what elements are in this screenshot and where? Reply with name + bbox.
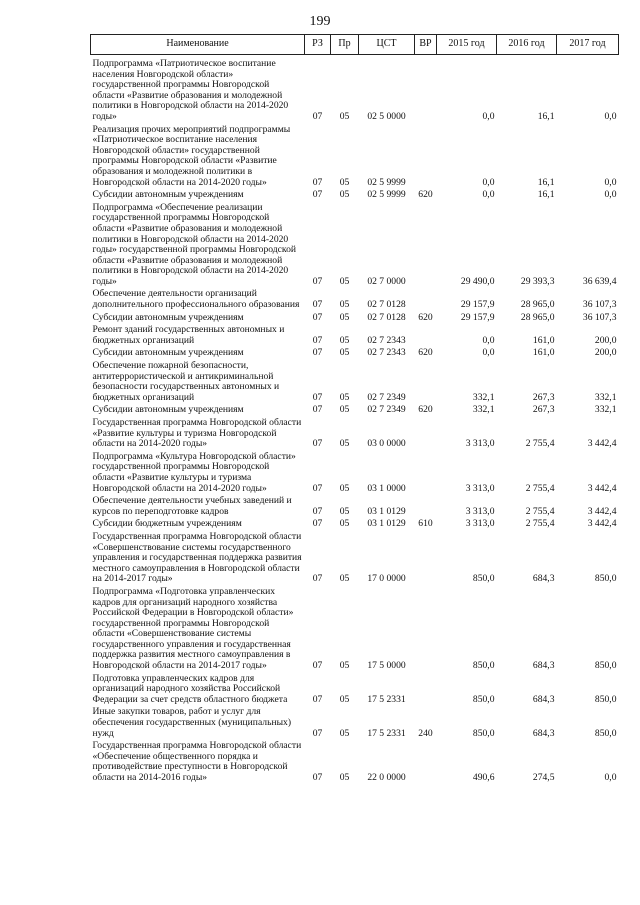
table-header-row (91, 35, 619, 55)
cell-name: Государственная программа Новгородской области «Обеспечение общественного порядка и противодействие преступности в Новгородской области на 2014-2016 годы» (92, 740, 302, 783)
cell-cst: 02 7 0128 (367, 311, 406, 323)
page-number: 199 (309, 14, 331, 29)
header-2015: 2015 год (437, 35, 497, 55)
cell-cst: 02 7 0000 (367, 275, 406, 287)
cell-cst: 02 7 2343 (367, 347, 406, 359)
cell-2017: 332,1 (594, 404, 617, 416)
table-row (91, 496, 619, 519)
table-body (91, 55, 619, 786)
cell-pr: 05 (339, 573, 350, 585)
cell-2015: 29 157,9 (460, 311, 495, 323)
cell-vr (415, 674, 437, 708)
cell-pr: 05 (339, 438, 350, 450)
cell-pr: 05 (339, 311, 350, 323)
cell-pr: 05 (339, 693, 350, 705)
cell-2017: 200,0 (594, 334, 617, 346)
cell-2017: 0,0 (604, 110, 617, 122)
header-cst: ЦСТ (359, 35, 415, 55)
table-row (91, 587, 619, 674)
table-row (91, 361, 619, 405)
cell-cst: 03 1 0129 (367, 505, 406, 517)
cell-pr: 05 (339, 275, 350, 287)
table-row (91, 125, 619, 191)
cell-2017: 36 639,4 (582, 275, 617, 287)
cell-pr: 05 (339, 347, 350, 359)
cell-2017: 850,0 (594, 727, 617, 739)
cell-vr (415, 532, 437, 587)
header-rz: РЗ (305, 35, 331, 55)
cell-vr (415, 418, 437, 452)
cell-name: Обеспечение деятельности организаций дополнительного профессионального образования (92, 288, 300, 311)
header-2017: 2017 год (557, 35, 619, 55)
cell-rz: 07 (312, 110, 323, 122)
cell-2017: 0,0 (604, 189, 617, 201)
budget-table (90, 34, 619, 786)
cell-rz: 07 (312, 518, 323, 530)
header-2016: 2016 год (497, 35, 557, 55)
cell-2015: 490,6 (472, 772, 495, 783)
cell-2015: 3 313,0 (465, 505, 495, 517)
cell-cst: 02 5 9999 (367, 176, 406, 188)
cell-pr: 05 (339, 505, 350, 517)
cell-2015: 0,0 (482, 189, 495, 201)
cell-pr: 05 (339, 189, 350, 201)
table-row (91, 452, 619, 496)
cell-rz: 07 (312, 404, 323, 416)
cell-vr: 620 (418, 311, 433, 323)
cell-cst: 02 7 2343 (367, 334, 406, 346)
cell-2016: 16,1 (537, 189, 555, 201)
cell-pr: 05 (339, 334, 350, 346)
cell-vr: 610 (418, 518, 433, 530)
cell-name: Подготовка управленческих кадров для организаций народного хозяйства Российской Федерации за счет средств областного бюджета (92, 672, 288, 705)
cell-2016: 684,3 (532, 660, 555, 672)
cell-2016: 2 755,4 (525, 505, 555, 517)
header-pr: Пр (331, 35, 359, 55)
cell-name: Субсидии бюджетным учреждениям (92, 518, 242, 530)
cell-cst: 02 7 0128 (367, 299, 406, 311)
cell-vr (415, 289, 437, 312)
cell-rz: 07 (312, 176, 323, 188)
cell-2015: 29 157,9 (460, 299, 495, 311)
cell-vr: 240 (418, 727, 433, 739)
cell-2016: 161,0 (532, 334, 555, 346)
cell-pr: 05 (339, 518, 350, 530)
cell-rz: 07 (312, 275, 323, 287)
cell-name: Субсидии автономным учреждениям (92, 189, 244, 201)
cell-2015: 0,0 (482, 347, 495, 359)
cell-rz: 07 (312, 573, 323, 585)
cell-rz: 07 (312, 391, 323, 403)
cell-rz: 07 (312, 772, 323, 783)
cell-2017: 332,1 (594, 391, 617, 403)
cell-2016: 684,3 (532, 573, 555, 585)
cell-cst: 22 0 0000 (367, 772, 406, 783)
cell-2015: 0,0 (482, 110, 495, 122)
cell-pr: 05 (339, 176, 350, 188)
cell-2017: 850,0 (594, 573, 617, 585)
header-name: Наименование (91, 35, 305, 55)
cell-2015: 332,1 (472, 404, 495, 416)
cell-cst: 17 5 2331 (367, 727, 406, 739)
cell-2016: 2 755,4 (525, 482, 555, 494)
cell-cst: 02 7 2349 (367, 404, 406, 416)
cell-pr: 05 (339, 110, 350, 122)
cell-cst: 03 1 0000 (367, 482, 406, 494)
cell-2017: 850,0 (594, 660, 617, 672)
cell-rz: 07 (312, 727, 323, 739)
table-row (91, 203, 619, 290)
cell-2015: 850,0 (472, 660, 495, 672)
cell-2015: 850,0 (472, 573, 495, 585)
cell-2016: 16,1 (537, 110, 555, 122)
cell-name: Государственная программа Новгородской области «Развитие культуры и туризма Новгородской области на 2014-2020 годы» (92, 417, 302, 450)
table-row (91, 707, 619, 741)
cell-pr: 05 (339, 772, 350, 783)
cell-vr (415, 125, 437, 191)
cell-2016: 2 755,4 (525, 438, 555, 450)
cell-vr (415, 361, 437, 405)
cell-2015: 0,0 (482, 334, 495, 346)
cell-name: Подпрограмма «Подготовка управленческих кадров для организаций народного хозяйства Российской Федерации в Новгородской области» государственной программы Новгородской области «Совершенствование системы государственного управления и государственная поддержка развития местного самоуправления в Новгородской области на 2014-2017 годы» (92, 585, 294, 672)
cell-pr: 05 (339, 660, 350, 672)
cell-vr (415, 496, 437, 519)
cell-cst: 17 0 0000 (367, 573, 406, 585)
table-row (91, 190, 619, 203)
cell-rz: 07 (312, 693, 323, 705)
cell-cst: 02 5 0000 (367, 110, 406, 122)
cell-2017: 3 442,4 (587, 482, 617, 494)
cell-name: Подпрограмма «Обеспечение реализации государственной программы Новгородской области «Развитие образования и молодежной политики в Новгородской области на 2014-2020 годы» государственной программы Новгородской области «Развитие образования и молодежной политики в Новгородской области на 2014-2020 годы» (92, 201, 297, 287)
cell-rz: 07 (312, 482, 323, 494)
cell-name: Подпрограмма «Культура Новгородской области» государственной программы Новгородской области «Развитие культуры и туризма Новгородской области на 2014-2020 годы» (92, 450, 296, 494)
header-vr: ВР (415, 35, 437, 55)
cell-vr: 620 (418, 347, 433, 359)
cell-cst: 17 5 0000 (367, 660, 406, 672)
cell-vr (415, 587, 437, 674)
cell-rz: 07 (312, 299, 323, 311)
table-row (91, 289, 619, 312)
cell-2016: 684,3 (532, 727, 555, 739)
cell-cst: 03 0 0000 (367, 438, 406, 450)
cell-rz: 07 (312, 334, 323, 346)
cell-vr (415, 741, 437, 785)
cell-name: Реализация прочих мероприятий подпрограммы «Патриотическое воспитание населения Новгородской области» государственной программы Новгородской области «Развитие образования и молодежной политики в Новгородской области на 2014-2020 годы» (92, 123, 291, 188)
cell-2015: 0,0 (482, 176, 495, 188)
cell-pr: 05 (339, 404, 350, 416)
cell-name: Ремонт зданий государственных автономных и бюджетных организаций (92, 324, 285, 346)
cell-vr: 620 (418, 189, 433, 201)
cell-2016: 2 755,4 (525, 518, 555, 530)
cell-2015: 332,1 (472, 391, 495, 403)
table-row (91, 55, 619, 125)
cell-rz: 07 (312, 311, 323, 323)
cell-cst: 03 1 0129 (367, 518, 406, 530)
cell-2015: 850,0 (472, 727, 495, 739)
cell-2015: 29 490,0 (460, 275, 495, 287)
cell-rz: 07 (312, 189, 323, 201)
cell-2016: 274,5 (532, 772, 555, 783)
cell-cst: 17 5 2331 (367, 693, 406, 705)
cell-2016: 28 965,0 (520, 299, 555, 311)
cell-2015: 850,0 (472, 693, 495, 705)
cell-name: Субсидии автономным учреждениям (92, 311, 244, 323)
cell-2017: 3 442,4 (587, 505, 617, 517)
cell-rz: 07 (312, 660, 323, 672)
cell-2016: 28 965,0 (520, 311, 555, 323)
cell-pr: 05 (339, 391, 350, 403)
cell-2017: 0,0 (604, 176, 617, 188)
cell-2017: 0,0 (604, 772, 617, 783)
cell-2016: 267,3 (532, 391, 555, 403)
cell-pr: 05 (339, 727, 350, 739)
cell-name: Государственная программа Новгородской области «Совершенствование системы государственного управления и государственная поддержка развития местного самоуправления в Новгородской области на 2014-2017 годы» (92, 530, 302, 585)
cell-vr (415, 203, 437, 290)
cell-2015: 3 313,0 (465, 518, 495, 530)
table-row (91, 674, 619, 708)
table-row (91, 325, 619, 348)
cell-2017: 850,0 (594, 693, 617, 705)
cell-2017: 36 107,3 (582, 299, 617, 311)
cell-vr: 620 (418, 404, 433, 416)
cell-name: Иные закупки товаров, работ и услуг для обеспечения государственных (муниципальных) нужд (92, 706, 292, 739)
table-row (91, 418, 619, 452)
cell-name: Обеспечение пожарной безопасности, антитеррористической и антикриминальной безопасности государственных автономных и бюджетных организаций (92, 360, 280, 403)
table-row (91, 532, 619, 587)
cell-2016: 267,3 (532, 404, 555, 416)
cell-name: Субсидии автономным учреждениям (92, 347, 244, 359)
cell-pr: 05 (339, 482, 350, 494)
cell-rz: 07 (312, 347, 323, 359)
cell-2017: 200,0 (594, 347, 617, 359)
cell-2017: 3 442,4 (587, 438, 617, 450)
cell-2017: 36 107,3 (582, 311, 617, 323)
cell-name: Обеспечение деятельности учебных заведений и курсов по переподготовке кадров (92, 495, 292, 517)
cell-2017: 3 442,4 (587, 518, 617, 530)
cell-vr (415, 452, 437, 496)
cell-2016: 684,3 (532, 693, 555, 705)
cell-rz: 07 (312, 438, 323, 450)
cell-2015: 3 313,0 (465, 482, 495, 494)
cell-cst: 02 7 2349 (367, 391, 406, 403)
cell-rz: 07 (312, 505, 323, 517)
cell-2016: 16,1 (537, 176, 555, 188)
cell-vr (415, 325, 437, 348)
cell-pr: 05 (339, 299, 350, 311)
cell-name: Подпрограмма «Патриотическое воспитание населения Новгородской области» государственной программы Новгородской области «Развитие образования и молодежной политики в Новгородской области на 2014-2020 годы» (92, 58, 289, 122)
cell-cst: 02 5 9999 (367, 189, 406, 201)
cell-2016: 161,0 (532, 347, 555, 359)
cell-name: Субсидии автономным учреждениям (92, 404, 244, 416)
table-row (91, 741, 619, 785)
cell-2015: 3 313,0 (465, 438, 495, 450)
cell-2016: 29 393,3 (520, 275, 555, 287)
cell-vr (415, 55, 437, 125)
